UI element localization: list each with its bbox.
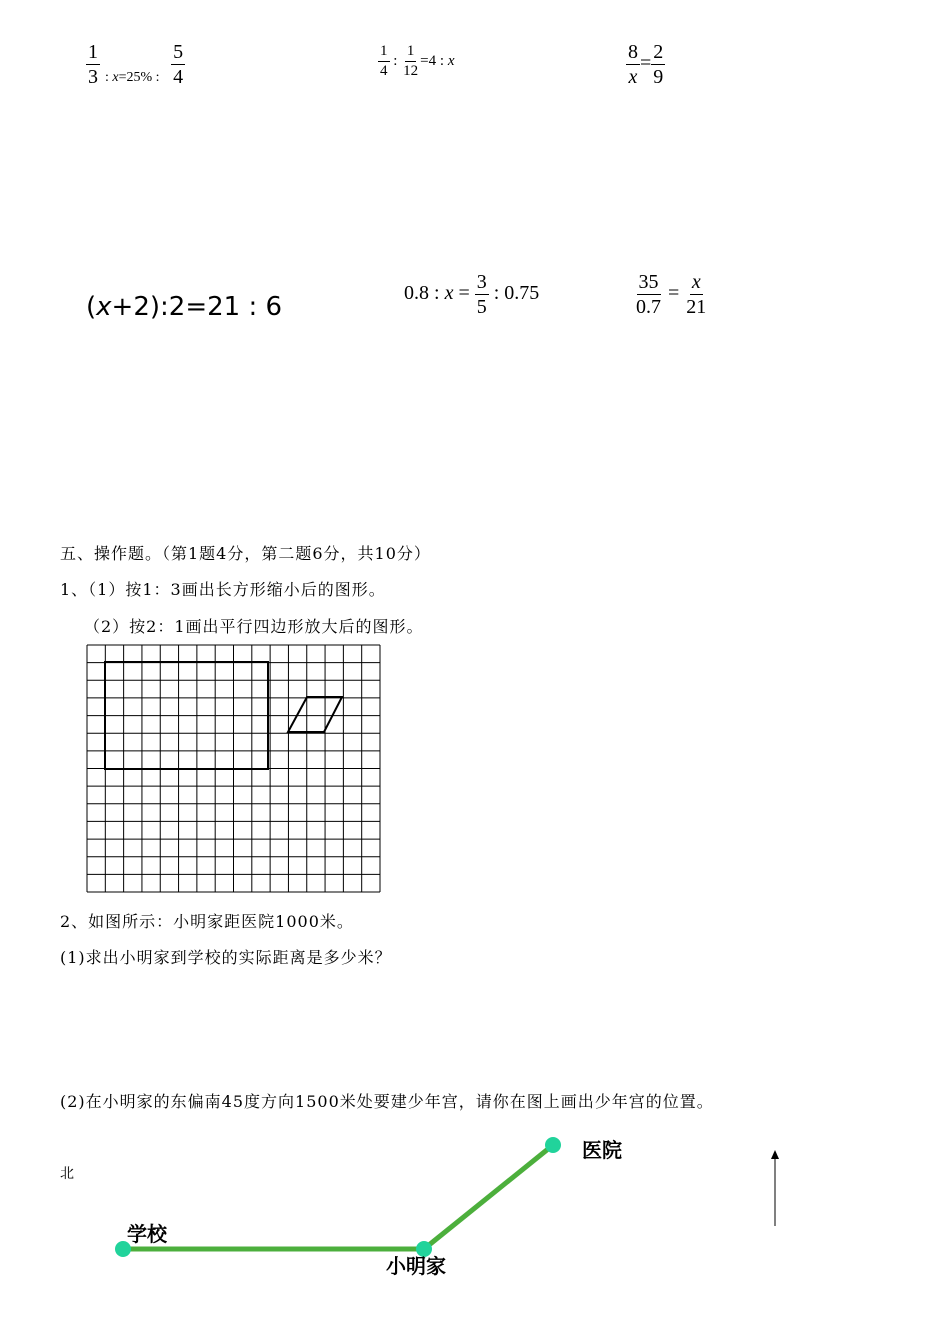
hospital-dot [545, 1137, 561, 1153]
equation-4: (x+2):2=21 : 6 [86, 292, 283, 322]
question-2: 2、如图所示：小明家距医院1000米。 [60, 912, 354, 931]
north-label: 北 [60, 1166, 74, 1182]
equation-5: 0.8 : x = $\frac{3}{5}$ : 0.75 [404, 271, 540, 318]
fraction: $\frac{35}{0.7}$ [636, 271, 661, 318]
question-2-part-1: (1)求出小明家到学校的实际距离是多少米？ [60, 948, 392, 967]
road-home-hospital [424, 1145, 553, 1249]
fraction: $\frac{3}{5}$ [476, 271, 487, 318]
equation-1: $\frac{1}{3}$ $_{: x=25\% :}$ $\frac{5}{4}$ [88, 41, 184, 88]
fraction: $\frac{1}{12}$ [403, 43, 419, 79]
fraction: $\frac{1}{3}$ [88, 41, 98, 88]
question-1-part-2: （2）按2：1画出平行四边形放大后的图形。 [84, 617, 424, 636]
fraction: $\frac{5}{4}$ [173, 41, 184, 88]
school-label: 学校 [127, 1222, 167, 1246]
fraction: $\frac{x}{21}$ [686, 271, 707, 318]
home-label: 小明家 [386, 1254, 446, 1278]
question-1: 1、（1）按1：3画出长方形缩小后的图形。 [60, 580, 386, 599]
equation-3: $\frac{8}{x}$ = $\frac{2}{9}$ [628, 41, 664, 88]
fraction: $\frac{8}{x}$ [628, 41, 638, 88]
section-title: 五、操作题。（第1题4分，第二题6分，共10分） [60, 544, 431, 563]
hospital-label: 医院 [582, 1138, 622, 1162]
equation-2: $\frac{1}{4}$ : $\frac{1}{12}$ =4 : x [380, 43, 455, 79]
north-arrow-icon [771, 1150, 779, 1159]
question-2-part-2: (2)在小明家的东偏南45度方向1500米处要建少年宫，请你在图上画出少年宫的位置。 [60, 1092, 714, 1111]
fraction: $\frac{2}{9}$ [653, 41, 664, 88]
equation-6: $\frac{35}{0.7}$ = $\frac{x}{21}$ [636, 271, 707, 318]
fraction: $\frac{1}{4}$ [380, 43, 388, 79]
